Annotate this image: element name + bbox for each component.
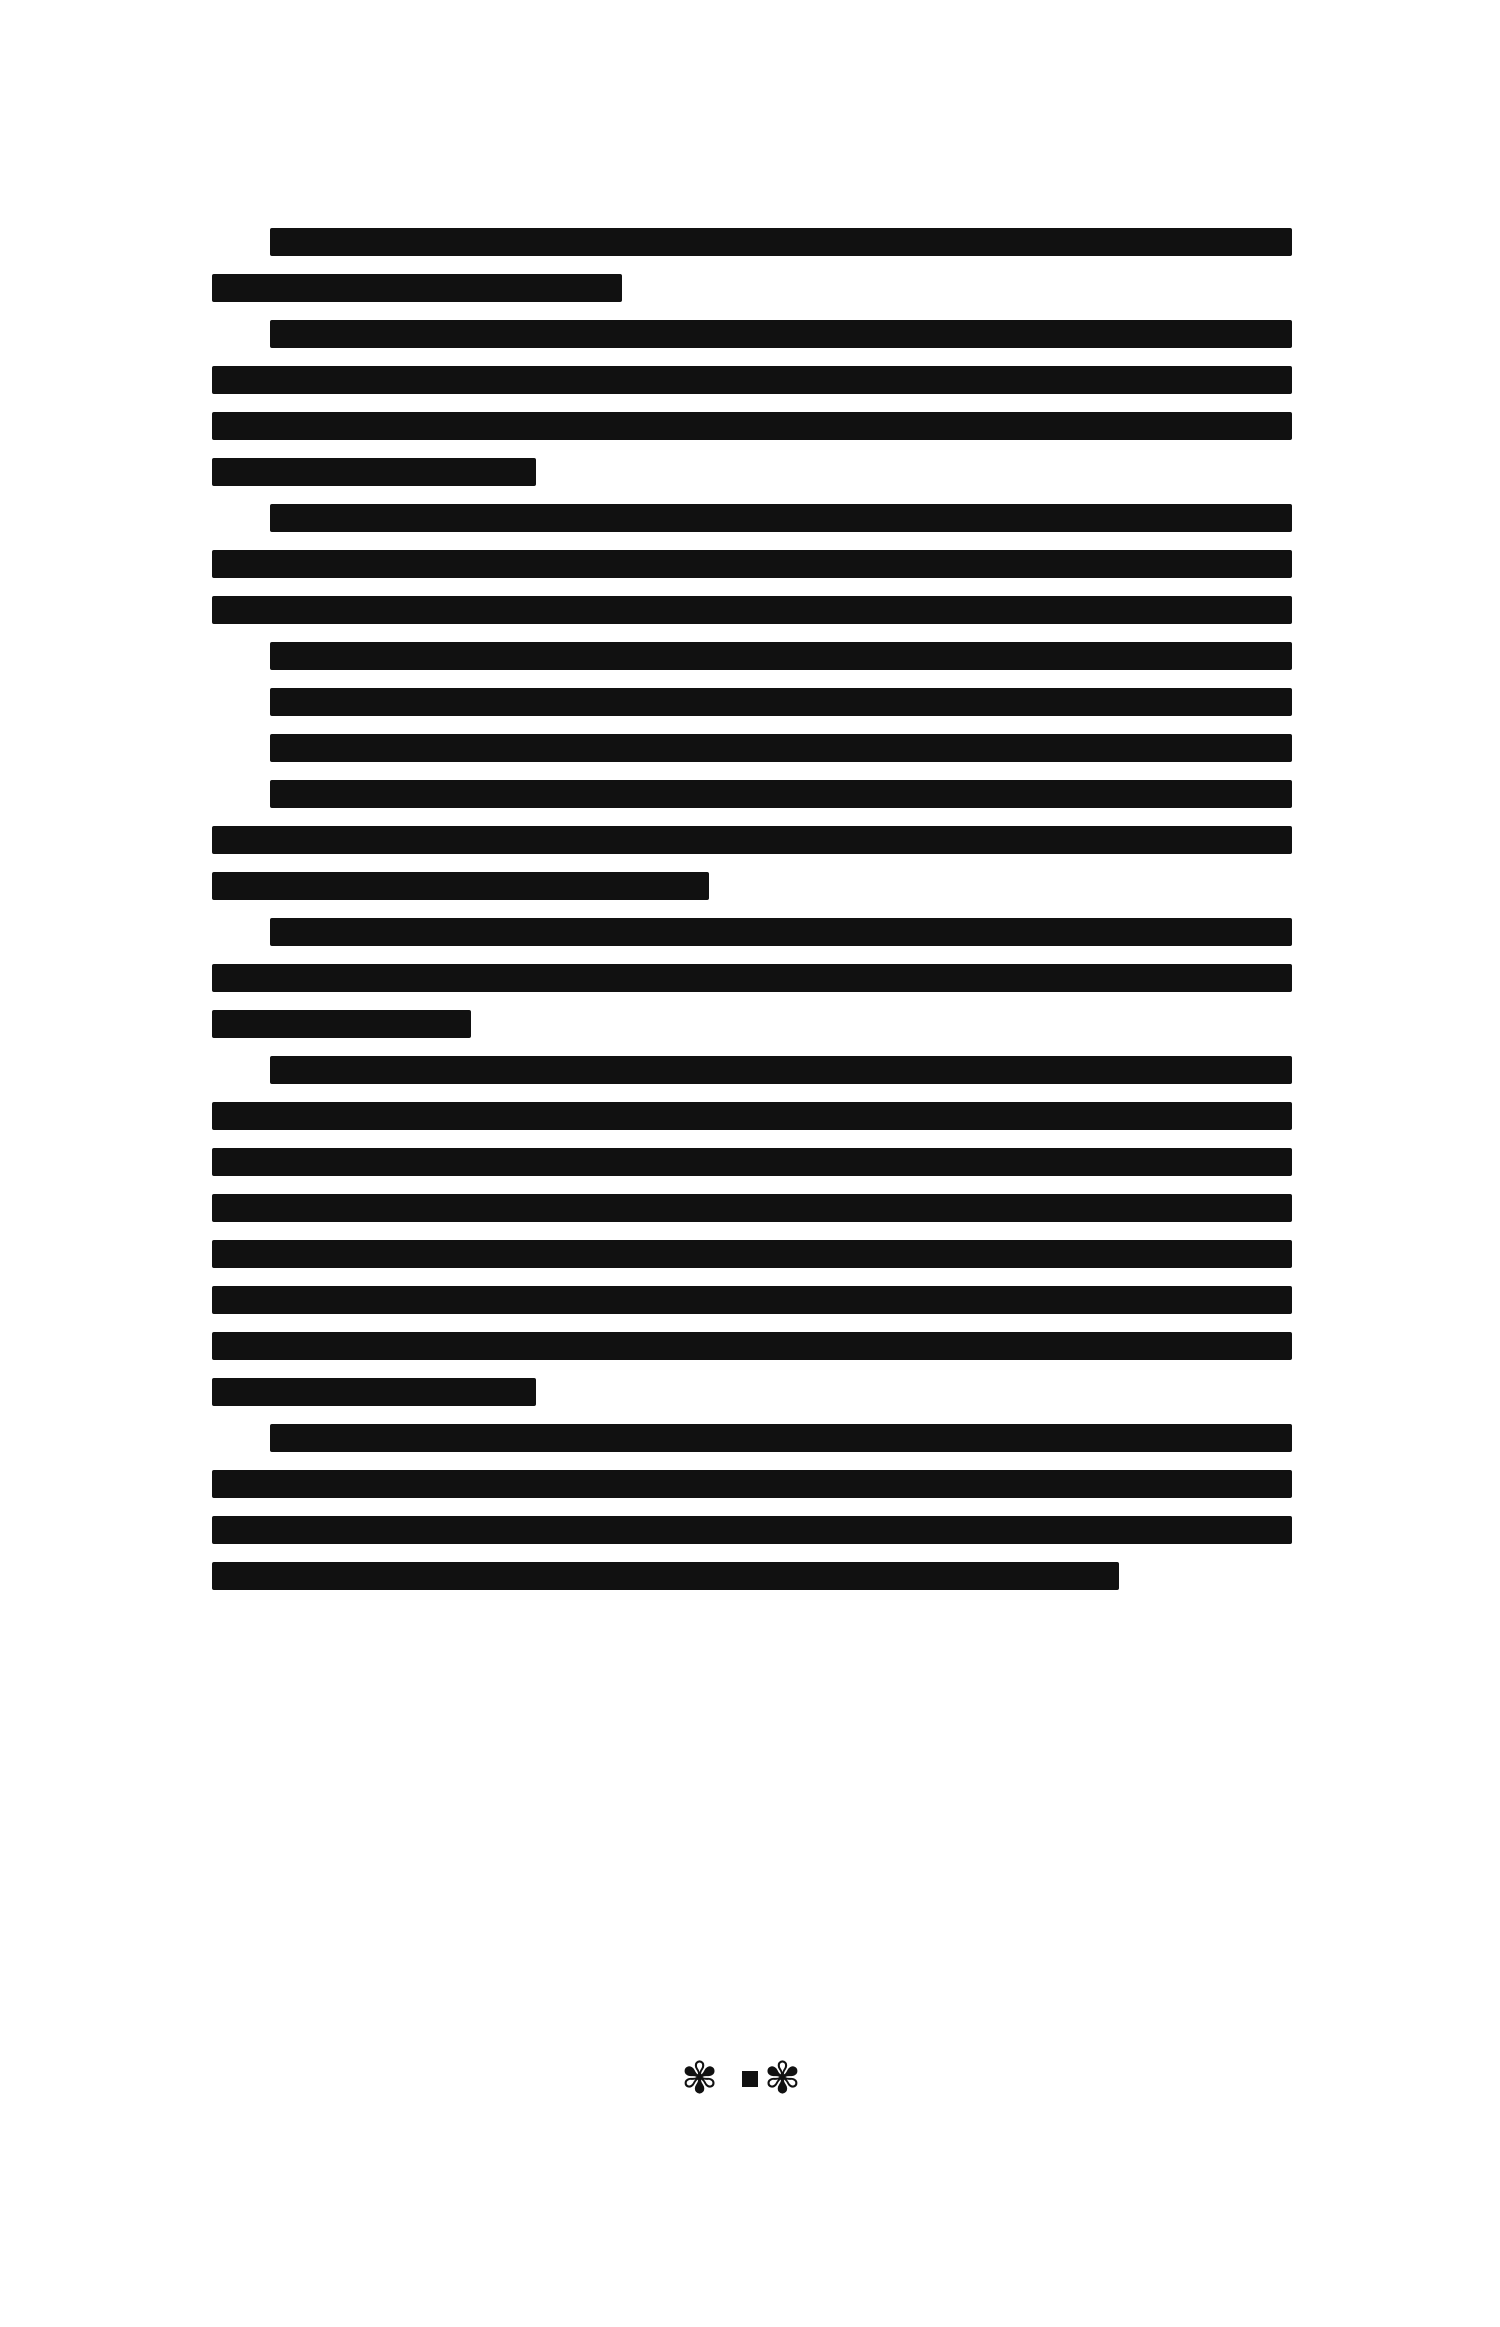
text-line xyxy=(212,1470,1292,1498)
text-line xyxy=(270,780,1292,808)
text-line xyxy=(212,1102,1292,1130)
text-line xyxy=(212,458,536,486)
text-line xyxy=(212,412,1292,440)
text-line xyxy=(270,918,1292,946)
text-line xyxy=(212,1516,1292,1544)
text-line xyxy=(212,596,1292,624)
section-ornament xyxy=(0,2053,1500,2104)
text-line xyxy=(270,642,1292,670)
text-line xyxy=(270,688,1292,716)
paragraph xyxy=(212,688,1292,716)
text-line xyxy=(212,1286,1292,1314)
text-line xyxy=(270,320,1292,348)
paragraph xyxy=(212,1056,1292,1406)
text-line xyxy=(212,1240,1292,1268)
text-line xyxy=(212,1148,1292,1176)
paragraph xyxy=(212,228,1292,302)
ornament-right-glyph: ✾ xyxy=(764,2053,819,2104)
text-line xyxy=(270,734,1292,762)
text-line xyxy=(270,504,1292,532)
body-text-column xyxy=(212,228,1292,1608)
text-line xyxy=(270,1056,1292,1084)
text-line xyxy=(212,1562,1119,1590)
text-line xyxy=(212,550,1292,578)
paragraph xyxy=(212,780,1292,900)
ornament-center-glyph xyxy=(742,2071,758,2087)
paragraph xyxy=(212,504,1292,624)
paragraph xyxy=(212,320,1292,486)
text-line xyxy=(212,366,1292,394)
text-line xyxy=(270,1424,1292,1452)
text-line xyxy=(212,274,622,302)
paragraph xyxy=(212,918,1292,1038)
text-line xyxy=(212,964,1292,992)
ornament-left-glyph: ✾ xyxy=(681,2053,736,2104)
text-line xyxy=(212,826,1292,854)
text-line xyxy=(212,1194,1292,1222)
text-line xyxy=(212,1010,471,1038)
paragraph xyxy=(212,1424,1292,1590)
text-line xyxy=(212,1378,536,1406)
text-line xyxy=(212,872,709,900)
text-line xyxy=(212,1332,1292,1360)
paragraph-dialogue xyxy=(212,734,1292,762)
text-line xyxy=(270,228,1292,256)
paragraph xyxy=(212,642,1292,670)
